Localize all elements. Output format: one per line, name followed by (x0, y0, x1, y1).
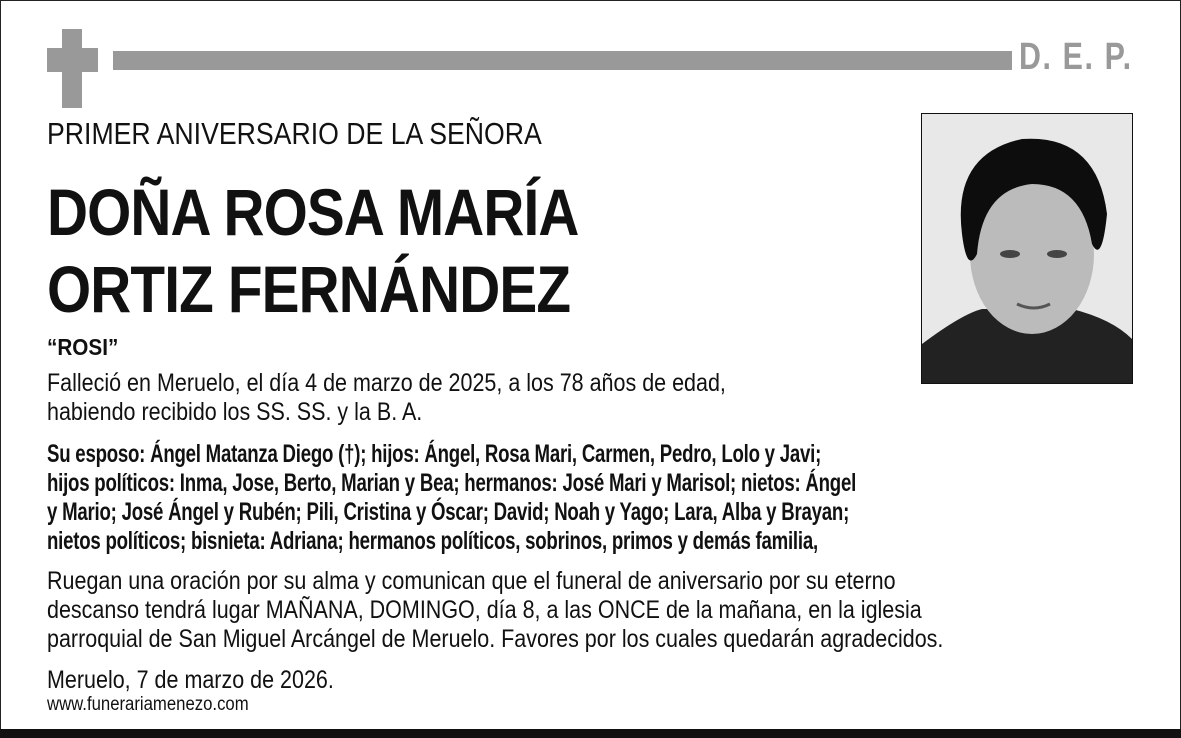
deceased-name-line1: DOÑA ROSA MARÍA (47, 175, 579, 249)
ceremony-text: parroquial de San Miguel Arcángel de Meruelo. Favores por los cuales quedarán agradecidos. (47, 625, 944, 653)
family-text: Su esposo: Ángel Matanza Diego (†); hijos: Ángel, Rosa Mari, Carmen, Pedro, Lolo y Javi; (47, 440, 822, 468)
website: www.funerariamenezo.com (47, 694, 249, 715)
death-text: habiendo recibido los SS. SS. y la B. A. (47, 398, 423, 426)
family-text: hijos políticos: Inma, Jose, Berto, Marian y Bea; hermanos: José Mari y Marisol; nietos: Ángel (47, 469, 857, 497)
deceased-photo (921, 113, 1133, 384)
family-text: nietos políticos; bisnieta: Adriana; hermanos políticos, sobrinos, primos y demás familia, (47, 527, 818, 555)
family-text: y Mario; José Ángel y Rubén; Pili, Cristina y Óscar; David; Noah y Yago; Lara, Alba y Brayan; (47, 498, 850, 526)
deceased-name-line2: ORTIZ FERNÁNDEZ (47, 252, 571, 326)
ceremony-text: descanso tendrá lugar MAÑANA, DOMINGO, día 8, a las ONCE de la mañana, en la iglesia (47, 596, 922, 624)
header-rule (113, 51, 1012, 70)
ceremony-text: Ruegan una oración por su alma y comunican que el funeral de aniversario por su eterno (47, 567, 896, 595)
dep-label: D. E. P. (1019, 36, 1133, 78)
death-text: Falleció en Meruelo, el día 4 de marzo de 2025, a los 78 años de edad, (47, 369, 726, 397)
place-date: Meruelo, 7 de marzo de 2026. (47, 666, 334, 694)
nickname: “ROSI” (47, 334, 119, 360)
subtitle: PRIMER ANIVERSARIO DE LA SEÑORA (47, 116, 542, 151)
bottom-border (0, 729, 1181, 738)
